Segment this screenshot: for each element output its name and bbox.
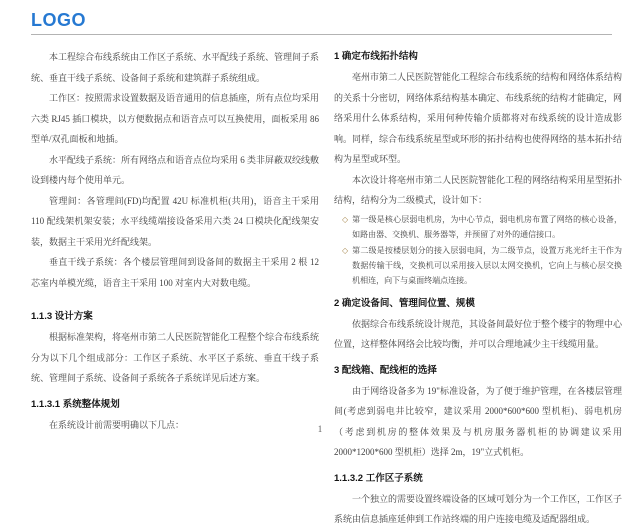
paragraph-management: 管理间：各管理间(FD)均配置 42U 标准机柜(共用)，语音主干采用 110 配线架机架安装；水平线缆端接设备采用六类 24 口模块化配线架安装，数据主干采用光纤配线架。: [31, 195, 319, 247]
section-heading-overall-plan: 1.1.3.1 系统整体规划: [31, 398, 120, 410]
paragraph-rooms: 依据综合布线系统设计规范，其设备间最好位于整个楼宇的物理中心位置，这样整体网络会比较均衡，并可以合理地减少主干线缆用量。: [334, 318, 623, 349]
paragraph-workarea: 工作区：按照需求设置数据及语音通用的信息插座，所有点位均采用六类 RJ45 插口模块，以方便数据点和语音点可以互换使用，面板采用 86 型单/双孔面板和地插。: [31, 93, 320, 144]
paragraph-backbone: 垂直干线子系统：各个楼层管理间到设备间的数据主干采用 2 根 12 芯室内单模光缆，语音主干采用 100 对室内大对数电缆。: [31, 257, 319, 288]
section-heading-design: 1.1.3 设计方案: [31, 311, 93, 322]
page-footer: [0, 419, 640, 437]
paragraph-topology-2: 本次设计将亳州市第二人民医院智能化工程的网络结构采用星型拓扑结构，结构分为二级模式，设计如下：: [334, 174, 623, 205]
page-number: 1: [317, 424, 323, 434]
paragraph-workarea-subsystem: 一个独立的需要设置终端设备的区域可划分为一个工作区，工作区子系统由信息插座延伸到工作站终端的用户连接电缆及适配器组成。: [334, 493, 623, 524]
paragraph-overall-plan: 在系统设计前需要明确以下几点：: [49, 419, 185, 430]
left-column: [31, 47, 319, 530]
bullet-item-core-layer: [342, 212, 622, 242]
section-heading-topology: 1 确定布线拓扑结构: [334, 51, 418, 62]
right-column: [334, 47, 622, 530]
two-column-body: [31, 47, 622, 530]
bullet-item-access-layer: [342, 243, 622, 288]
diamond-bullet-icon: ◇: [342, 214, 349, 224]
paragraph-horizontal: 水平配线子系统：所有网络点和语音点位均采用 6 类非屏蔽双绞线敷设到楼内每个使用单元。: [31, 154, 320, 185]
bullet-text: 第一级是核心层弱电机房，为中心节点，弱电机房布置了网络的核心设备，如路由器、交换机、服务器等，并预留了对外的通信接口。: [352, 214, 622, 239]
paragraph-topology-1: 亳州市第二人民医院智能化工程综合布线系统的结构和网络体系结构的关系十分密切，网络体系结构基本确定、布线系统的结构才能确定，网络采用什么体系结构，采用何种传输介质都将对布线系统的设计造成影响。同样，综合布线系统星型或环形的拓扑结构也使得网络的基本拓扑结构为星型或环型。: [334, 72, 623, 164]
page-header: [31, 10, 612, 35]
section-heading-rooms: 2 确定设备间、管理间位置、规模: [334, 297, 475, 309]
paragraph-intro: 本工程综合布线系统由工作区子系统、水平配线子系统、管理间子系统、垂直干线子系统、设备间子系统和建筑群子系统组成。: [31, 52, 320, 83]
paragraph-design: 根据标准架构，将亳州市第二人民医院智能化工程整个综合布线系统分为以下几个组成部分：工作区子系统、水平区子系统、垂直干线子系统、管理间子系统、设备间子系统各子系统详见后述方案。: [31, 332, 320, 383]
section-heading-cabinet: 3 配线箱、配线柜的选择: [334, 364, 437, 376]
bullet-text: 第二级是按楼层划分的接入层弱电间，为二级节点，设置万兆光纤主干作为数据传输干线，交换机可以采用接入层以太网交换机，它向上与核心层交换机相连，向下与桌面终端点连接。: [352, 245, 622, 285]
header-divider: [31, 34, 612, 35]
company-logo: LOGO: [31, 10, 86, 30]
paragraph-cabinet: 由于网络设备多为 19"标准设备，为了便于维护管理，在各楼层管理间(考虑到弱电井比较窄，建议采用 2000*600*600 型机柜)、弱电机房（考虑到机房的整体效果及与机房服务器机柜的协调建议采用 2000*1200*600 型机柜）选择 2m，19"立式机柜。: [334, 385, 622, 457]
diamond-bullet-icon: ◇: [342, 245, 349, 255]
section-heading-workarea-subsystem: 1.1.3.2 工作区子系统: [334, 472, 423, 484]
